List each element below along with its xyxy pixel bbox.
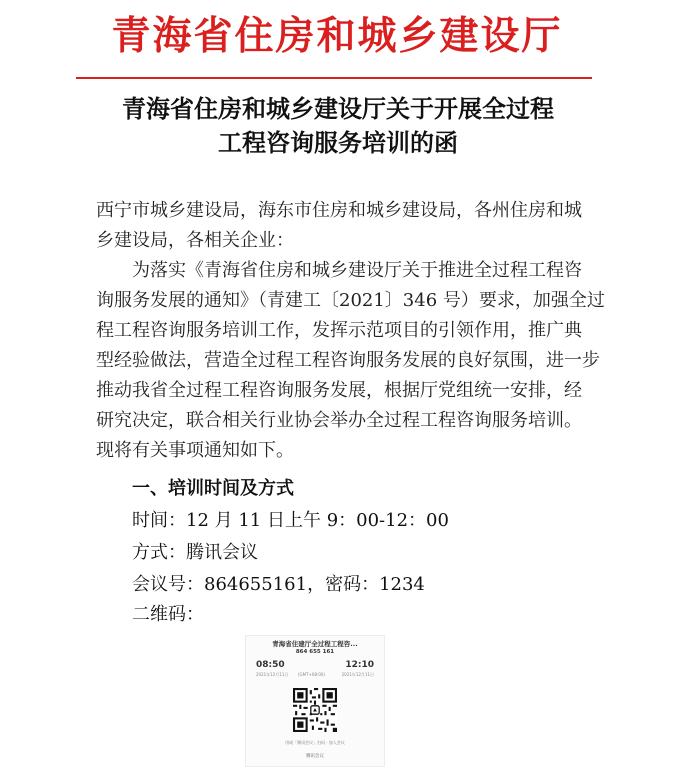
qr-card-start-date: 2021年12月11日 [256,672,289,677]
paragraph-line: 为落实《青海省住房和城乡建设厅关于推进全过程工程咨 [132,260,582,281]
letterhead-org-name: 青海省住房和城乡建设厅 [111,14,563,59]
qr-card-end-date: 2021年12月11日 [341,672,374,677]
paragraph-line: 询服务发展的通知》（青建工〔2021〕346 号）要求，加强全过 [96,290,605,311]
training-time: 时间：12 月 11 日上午 9：00-12：00 [132,510,449,531]
qr-card-brand: 腾讯会议 [306,754,324,759]
qr-label: 二维码： [132,604,204,625]
paragraph-line: 研究决定，联合相关行业协会举办全过程工程咨询服务培训。 [96,410,582,431]
paragraph-line: 程工程咨询服务培训工作，发挥示范项目的引领作用，推广典 [96,320,582,341]
qr-card-start-time: 08:50 [256,660,285,670]
training-method: 方式：腾讯会议 [132,542,258,563]
title-line-2: 工程咨询服务培训的函 [218,128,458,157]
qr-card-timezone: (GMT+08:00) [298,672,325,677]
title-line-1: 青海省住房和城乡建设厅关于开展全过程 [122,94,554,123]
salutation [96,196,606,256]
paragraph-line: 推动我省全过程工程咨询服务发展，根据厅党组统一安排，经 [96,380,582,401]
qr-card-end-time: 12:10 [345,660,374,670]
section-heading: 一、培训时间及方式 [132,478,294,499]
meeting-qr-card [245,635,385,767]
letterhead-divider [76,77,592,79]
qr-code-icon [293,688,337,732]
qr-card-title: 青海省住建厅全过程工程咨... [272,640,358,648]
qr-card-caption: 用或「腾讯会议」扫码 · 加入会议 [285,740,345,745]
body-paragraph [96,256,606,466]
qr-card-meeting-id: 864 655 161 [295,649,335,655]
document-title [90,92,586,160]
meeting-info: 会议号：864655161，密码：1234 [132,574,425,595]
salutation-line: 乡建设局，各相关企业： [96,230,294,251]
paragraph-line: 现将有关事项通知如下。 [96,440,294,461]
salutation-line: 西宁市城乡建设局，海东市住房和城乡建设局，各州住房和城 [96,200,582,221]
paragraph-line: 型经验做法，营造全过程工程咨询服务发展的良好氛围，进一步 [96,350,600,371]
